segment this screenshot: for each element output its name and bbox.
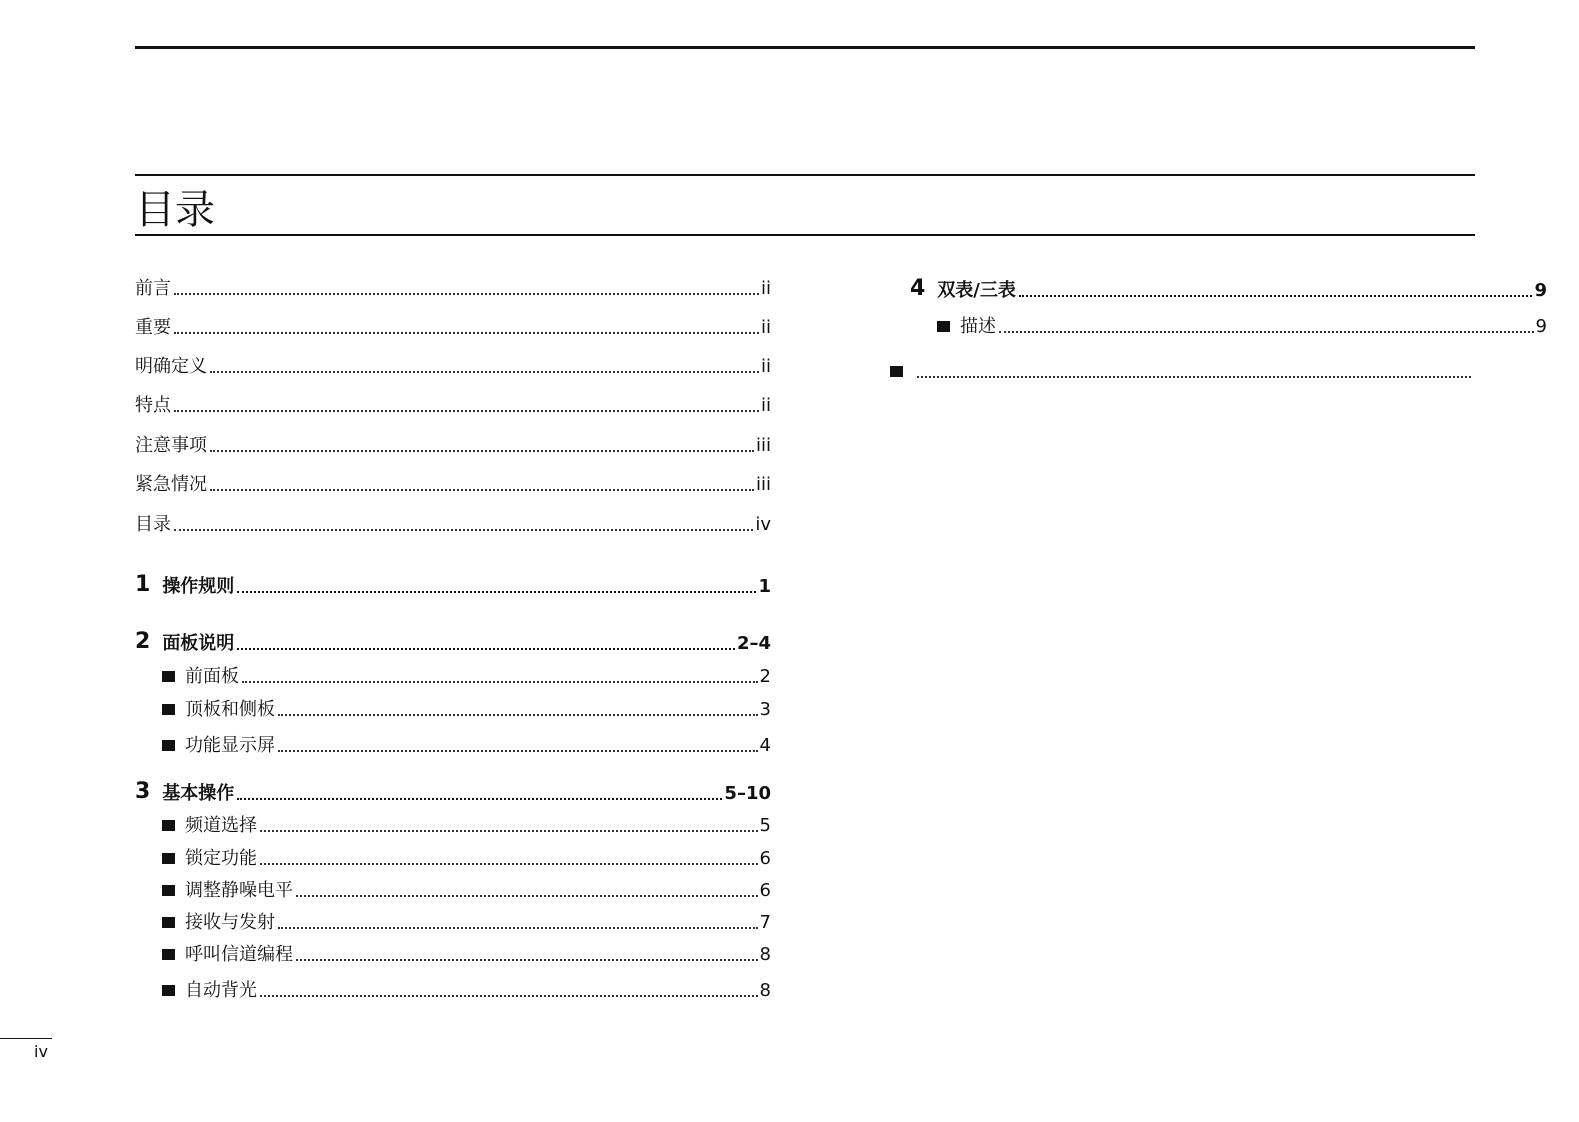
section-page: 8 (759, 980, 771, 1001)
section-title: 描述 (960, 316, 996, 337)
section-page: 9 (1535, 316, 1547, 337)
section-title: 顶板和侧板 (185, 699, 275, 720)
toc-entry-page: iii (755, 474, 771, 495)
chapter-number: 2 (135, 629, 151, 654)
dot-leader (999, 331, 1534, 333)
section-page: 6 (759, 880, 771, 901)
chapter-title: 基本操作 (162, 783, 235, 804)
title-underline (135, 234, 1475, 236)
footer-rule (0, 1038, 52, 1039)
toc-entry[interactable] (135, 470, 771, 496)
dot-leader (260, 995, 758, 997)
section-page: 5 (759, 815, 771, 836)
section-page: 2 (759, 666, 771, 687)
toc-section[interactable] (162, 976, 771, 1002)
toc-section[interactable] (162, 731, 771, 757)
chapter-number: 3 (135, 779, 151, 804)
section-page: 6 (759, 848, 771, 869)
section-title: 频道选择 (185, 815, 257, 836)
dot-leader (174, 293, 759, 295)
toc-section[interactable] (162, 695, 771, 721)
header-rule-top (135, 46, 1475, 49)
dot-leader (210, 450, 754, 452)
section-page: 8 (759, 944, 771, 965)
chapter-title: 操作规则 (162, 576, 235, 597)
section-title: 功能显示屏 (185, 735, 275, 756)
square-bullet-icon (937, 321, 950, 332)
square-bullet-icon (162, 885, 175, 896)
dot-leader (296, 895, 758, 897)
chapter-title: 双表/三表 (937, 280, 1016, 301)
toc-entry[interactable] (135, 352, 771, 378)
square-bullet-icon (162, 985, 175, 996)
toc-entry-label: 目录 (135, 514, 171, 535)
toc-chapter[interactable] (135, 625, 771, 655)
toc-entry-page: ii (760, 395, 771, 416)
dot-leader (260, 863, 758, 865)
square-bullet-icon (162, 853, 175, 864)
dot-leader (1019, 295, 1533, 297)
chapter-number: 1 (135, 572, 151, 597)
chapter-page: 2–4 (736, 633, 771, 654)
toc-chapter[interactable] (135, 568, 771, 598)
toc-section[interactable] (162, 876, 771, 902)
toc-entry-label: 明确定义 (135, 356, 207, 377)
dot-leader (210, 371, 759, 373)
toc-entry[interactable] (135, 313, 771, 339)
toc-chapter[interactable] (910, 272, 1547, 302)
toc-entry[interactable] (135, 510, 771, 536)
dot-leader (174, 529, 753, 531)
page-title: 目录 (135, 187, 215, 233)
dot-leader (237, 798, 722, 800)
square-bullet-icon (162, 949, 175, 960)
dot-leader (917, 376, 1471, 378)
chapter-page: 1 (758, 576, 771, 597)
square-bullet-icon (162, 917, 175, 928)
header-rule-middle (135, 174, 1475, 176)
chapter-title: 面板说明 (162, 633, 235, 654)
toc-entry-label: 重要 (135, 317, 171, 338)
section-title: 自动背光 (185, 980, 257, 1001)
toc-entry-page: iii (755, 435, 771, 456)
toc-section[interactable] (162, 662, 771, 688)
square-bullet-icon (162, 671, 175, 682)
section-title: 接收与发射 (185, 912, 275, 933)
toc-chapter[interactable] (135, 775, 771, 805)
toc-entry-page: ii (760, 278, 771, 299)
toc-empty-entry (890, 357, 1473, 383)
dot-leader (174, 410, 759, 412)
section-title: 前面板 (185, 666, 239, 687)
toc-entry-label: 前言 (135, 278, 171, 299)
square-bullet-icon (890, 366, 903, 377)
dot-leader (242, 681, 758, 683)
dot-leader (260, 830, 758, 832)
dot-leader (278, 927, 758, 929)
dot-leader (210, 489, 754, 491)
dot-leader (296, 959, 758, 961)
toc-section[interactable] (162, 844, 771, 870)
toc-entry-label: 注意事项 (135, 435, 207, 456)
section-title: 呼叫信道编程 (185, 944, 293, 965)
toc-section[interactable] (162, 908, 771, 934)
section-title: 锁定功能 (185, 848, 257, 869)
chapter-page: 9 (1534, 280, 1547, 301)
section-title: 调整静噪电平 (185, 880, 293, 901)
toc-section[interactable] (162, 940, 771, 966)
toc-entry[interactable] (135, 431, 771, 457)
square-bullet-icon (162, 704, 175, 715)
toc-section[interactable] (162, 811, 771, 837)
toc-entry-page: ii (760, 356, 771, 377)
toc-entry-page: ii (760, 317, 771, 338)
square-bullet-icon (162, 740, 175, 751)
dot-leader (278, 714, 758, 716)
chapter-page: 5–10 (724, 783, 771, 804)
dot-leader (278, 750, 758, 752)
toc-entry-label: 紧急情况 (135, 474, 207, 495)
section-page: 4 (759, 735, 771, 756)
section-page: 7 (759, 912, 771, 933)
toc-entry-page: iv (755, 514, 771, 535)
chapter-number: 4 (910, 276, 926, 301)
toc-section[interactable] (937, 312, 1547, 338)
page-number: iv (34, 1042, 48, 1061)
toc-entry[interactable] (135, 391, 771, 417)
dot-leader (237, 648, 735, 650)
toc-entry[interactable] (135, 274, 771, 300)
dot-leader (174, 332, 759, 334)
section-page: 3 (759, 699, 771, 720)
toc-entry-label: 特点 (135, 395, 171, 416)
dot-leader (237, 591, 756, 593)
square-bullet-icon (162, 820, 175, 831)
